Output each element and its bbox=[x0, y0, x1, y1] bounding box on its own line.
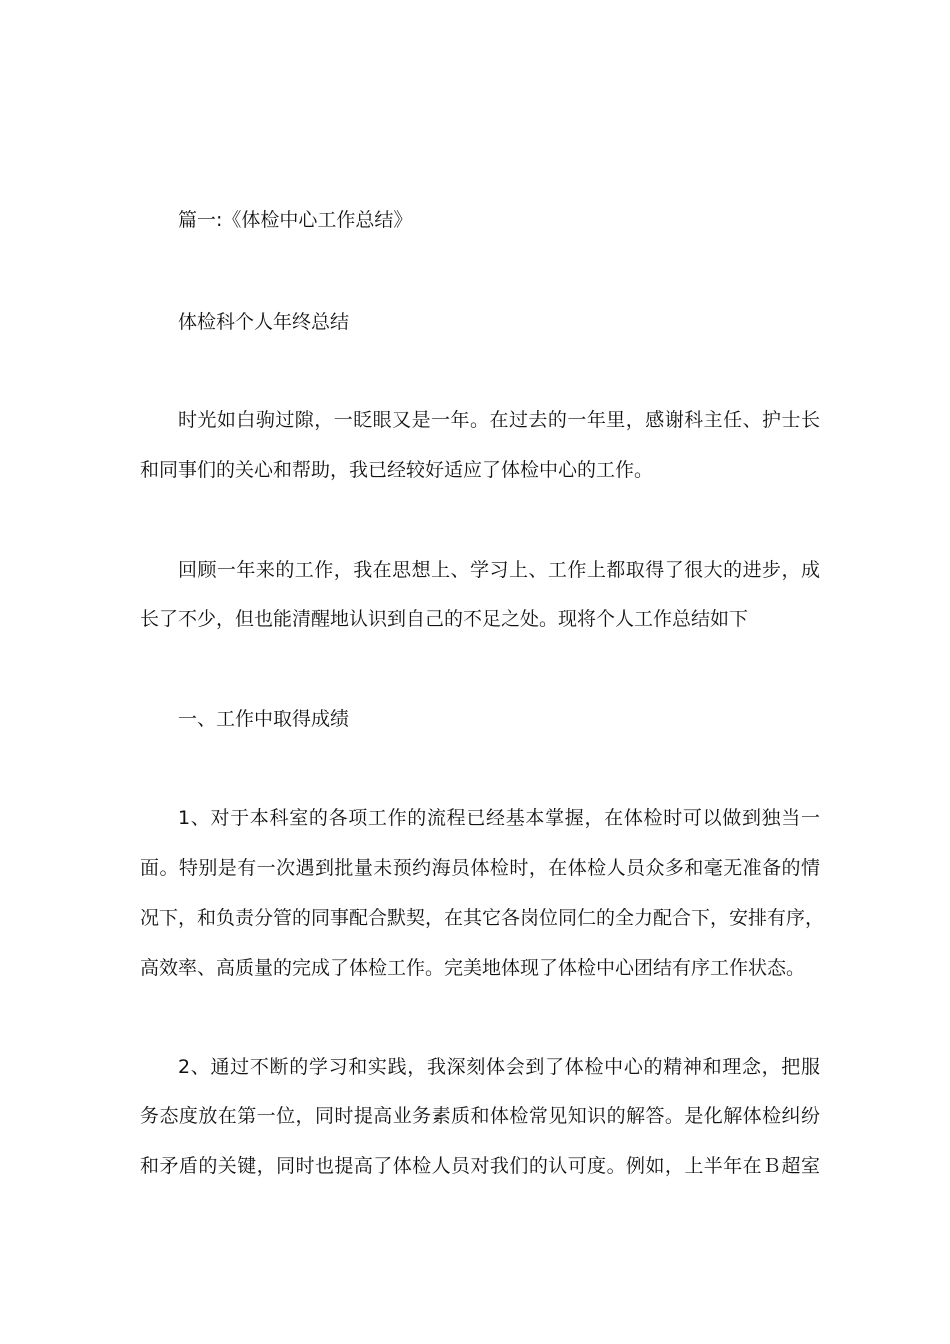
paragraph-line: 2、通过不断的学习和实践，我深刻体会到了体检中心的精神和理念，把服 bbox=[178, 1056, 820, 1078]
paragraph-line: 和矛盾的关键，同时也提高了体检人员对我们的认可度。例如，上半年在Ｂ超室 bbox=[140, 1155, 820, 1177]
document-subtitle: 体检科个人年终总结 bbox=[178, 311, 350, 333]
paragraph-line: 务态度放在第一位，同时提高业务素质和体检常见知识的解答。是化解体检纠纷 bbox=[140, 1105, 820, 1127]
paragraph-line: 和同事们的关心和帮助，我已经较好适应了体检中心的工作。 bbox=[140, 459, 654, 481]
paragraph-line: 回顾一年来的工作，我在思想上、学习上、工作上都取得了很大的进步，成 bbox=[178, 559, 820, 581]
paragraph-line: 1、对于本科室的各项工作的流程已经基本掌握，在体检时可以做到独当一 bbox=[178, 807, 820, 829]
paragraph-line: 时光如白驹过隙，一眨眼又是一年。在过去的一年里，感谢科主任、护士长 bbox=[178, 409, 820, 431]
section-heading: 一、工作中取得成绩 bbox=[178, 708, 350, 730]
paragraph-line: 长了不少，但也能清醒地认识到自己的不足之处。现将个人工作总结如下 bbox=[140, 608, 749, 630]
paragraph-line: 高效率、高质量的完成了体检工作。完美地体现了体检中心团结有序工作状态。 bbox=[140, 957, 806, 979]
document-title: 篇一:《体检中心工作总结》 bbox=[178, 209, 413, 231]
paragraph-line: 况下，和负责分管的同事配合默契，在其它各岗位同仁的全力配合下，安排有序， bbox=[140, 907, 825, 929]
paragraph-line: 面。特别是有一次遇到批量未预约海员体检时，在体检人员众多和毫无准备的情 bbox=[140, 857, 820, 879]
